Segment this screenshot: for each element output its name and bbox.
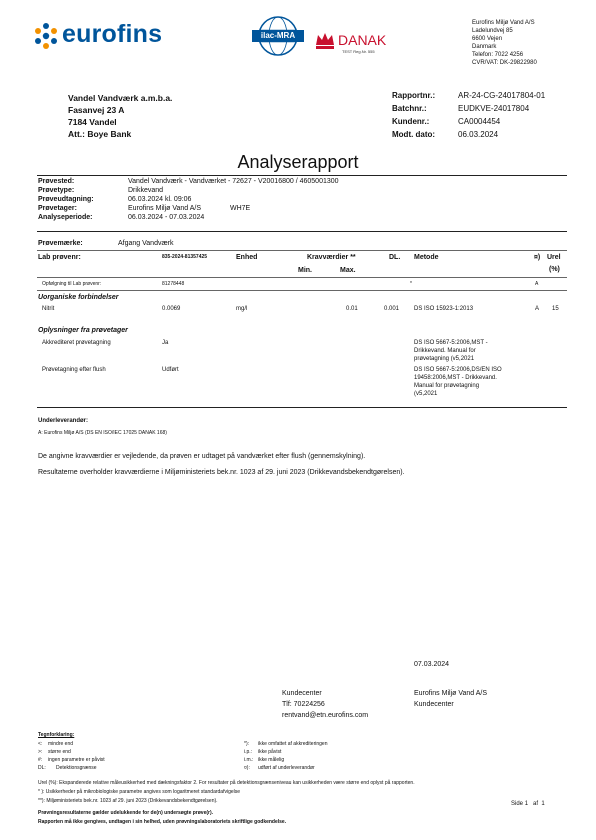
legend-title [38,732,74,739]
th-max: Max. [340,267,356,274]
note-line: **): Miljøministeriets bek.nr. 1023 af 29. juni 2023 (Drikkevandsbekendtgørelsen). [38,798,218,804]
cell-value: Udført [162,367,179,373]
section-inorganic: Uorganiske forbindelser [38,294,119,301]
info-label: Prøvetager: [38,205,77,212]
ilac-text: ilac-MRA [260,31,296,40]
cell-max: 0.01 [346,306,358,312]
recipient-line: 7184 Vandel [68,117,117,127]
sample-info [38,177,339,222]
signature-date: 07.03.2024 [414,661,450,668]
th-unit: Enhed [236,254,258,261]
page-total: 1 [541,801,545,807]
meta-label: Batchnr.: [392,104,427,113]
meta-label: Modt. dato: [392,130,436,139]
legend-key: i.m.: [244,757,254,763]
company-line: Ladelundvej 85 [472,28,513,34]
legend-desc: udført af underleverandør [258,765,315,771]
legend-key: <: [38,741,43,747]
subcontractor-title: Underleverandør: [38,418,89,424]
info-extra: WH7E [230,205,251,212]
method-line: DS ISO 5667-5:2006,MST - [414,340,488,346]
footer-disclaimer [38,809,568,827]
recipient-line: Fasanvej 23 A [68,105,125,115]
mark-label: Prøvemærke: [38,240,83,247]
danak-logo [314,30,404,58]
opf-flag: A [535,281,539,287]
meta-label: Kundenr.: [392,117,430,126]
recipient-address [68,92,172,140]
info-label: Prøvested: [38,178,75,185]
company-line: Telefon: 7022 4256 [472,52,524,58]
cell-method [414,339,488,363]
cell-flag: A [535,306,540,312]
recipient-line: Vandel Vandværk a.m.b.a. [68,93,173,103]
statement-compliance: Resultaterne overholder kravværdierne i Miljøministeriets bek.nr. 1023 af 29. juni 2023 (Drikkevandsbekendtgørelsen). [38,469,405,476]
th-dl: DL. [389,254,401,261]
recipient-line: Att.: Boye Bank [68,129,132,139]
cell-urel: 15 [552,306,559,312]
cell-name: Prøvetagning efter flush [42,367,106,373]
info-value: 06.03.2024 - 07.03.2024 [128,214,205,221]
crown-icon [314,30,336,50]
company-line: Eurofins Miljø Vand A/S [472,20,535,26]
method-line: Manual for prøvetagning [414,383,480,389]
contact-line: Kundecenter [282,690,322,697]
legend-key: DL: [38,765,46,771]
report-title: Analyserapport [237,152,359,172]
info-value: Drikkevand [128,187,164,194]
legend-desc: ikke påvist [258,749,282,755]
cell-value: 0.0069 [162,306,181,312]
section-sampler-info: Oplysninger fra prøvetager [38,327,128,334]
legend-desc: ikke målelig [258,757,285,763]
cell-name: Nitrit [42,306,55,312]
legend-key: >: [38,749,43,755]
legend-key: #: [38,757,43,763]
legend-desc: større end [48,749,71,755]
cell-name: Akkrediteret prøvetagning [42,340,111,346]
company-address [472,19,592,67]
row-flush-sampling [0,366,596,400]
eurofins-logo [32,20,172,52]
legend-key: i.p.: [244,749,253,755]
page-label: Side [511,801,524,807]
info-label: Prøvetype: [38,187,75,194]
company-line: 6600 Vejen [472,36,503,42]
cell-dl: 0.001 [384,306,400,312]
sample-mark [38,239,174,248]
info-value: Vandel Vandværk - Vandværket - 72627 - V20016800 / 4605001300 [128,178,339,185]
opf-star: * [410,281,412,287]
method-line: prøvetagning (v5,2021 [414,356,475,362]
page-of: af [533,801,539,807]
info-value: Eurofins Miljø Vand A/S [128,205,202,212]
method-line: (v5,2021 [414,391,438,397]
cell-unit: mg/l [236,306,248,312]
th-min: Min. [298,267,312,274]
contact-right [414,688,487,710]
eurofins-dots-icon [32,22,60,50]
contact-line: Tlf: 70224256 [282,701,325,708]
th-urel: Urel [547,254,561,261]
note-line: Urel (%): Ekspanderede relative måleusikkerhed med dækningsfaktor 2. For resultater på detektionsgrænseniveau kan usikkerheden være større end oplyst på rapporten. [38,780,415,786]
legend-desc: mindre end [48,741,74,747]
subcontractor-line: A: Eurofins Miljø A/S (DS EN ISO/IEC 17025 DANAK 168) [38,430,167,436]
method-line: 19458:2006,MST - Drikkevand. [414,375,497,381]
legend-key: ¤): [244,765,250,771]
info-label: Prøveudtagning: [38,196,94,203]
ilac-mra-logo [250,14,306,58]
contact-left [282,688,368,721]
th-urel-pct: (%) [549,266,560,273]
meta-value: CA0004454 [458,117,501,126]
meta-value: 06.03.2024 [458,130,499,139]
legend-desc: ikke omfattet af akkrediteringen [258,741,328,747]
page-number [511,800,545,808]
row-nitrit [0,305,596,313]
th-method: Metode [414,254,439,261]
legend-desc: ingen parametre er påvist [48,757,105,763]
contact-email[interactable]: rentvand@etn.eurofins.com [282,712,369,719]
legend-left [38,740,105,772]
danak-sub: TEST Reg.Nr. 555 [342,49,375,54]
meta-label: Rapportnr.: [392,91,436,100]
company-line: Danmark [472,44,497,50]
cell-method: DS ISO 15923-1:2013 [414,306,474,312]
legend-desc: Detektionsgrænse [56,765,97,771]
footer-line: Rapporten må ikke gengives, undtagen i sin helhed, uden prøvningslaboratoriets skriftlige godkendelse. [38,819,287,825]
opf-label: Opfølgning til Lab prøvenr: [42,281,102,287]
th-flag: ¤) [534,254,541,261]
danak-text: DANAK [338,32,387,48]
report-meta [392,91,545,143]
footer-line: Prøvningsresultaterne gælder udelukkende for de(n) undersøgte prøve(r). [38,810,214,816]
row-accredited-sampling [0,339,596,363]
contact-line: Eurofins Miljø Vand A/S [414,690,488,697]
statement-guidance: De angivne kravværdier er vejledende, da prøven er udtaget på vandværket efter flush (gennemskylning). [38,453,366,460]
th-req: Kravværdier ** [307,254,356,261]
notes [38,779,568,806]
th-labval-text: 835-2024-81357425 [162,254,208,260]
legend-right [244,740,327,772]
opf-value: 81278448 [162,281,185,287]
page-current: 1 [524,801,529,807]
contact-line: Kundecenter [414,701,454,708]
method-line: Drikkevand. Manual for [414,348,476,354]
legend-key: *): [244,741,249,747]
meta-value: AR-24-CG-24017804-01 [458,91,546,100]
th-labval [162,254,212,261]
note-line: * ): Usikkerheder på mikrobiologiske parametre angives som logaritmeret standardafvigelse [38,789,241,795]
cell-method [414,366,502,398]
cell-value: Ja [162,340,169,346]
logo-text: eurofins [62,20,163,48]
method-line: DS ISO 5667-5:2006,DS/EN ISO [414,367,502,373]
th-labnr: Lab prøvenr: [38,254,81,261]
legend-title-text: Tegnforklaring: [38,732,75,738]
meta-value: EUDKVE-24017804 [458,104,530,113]
mark-value: Afgang Vandværk [118,240,174,247]
company-line: CVR/VAT: DK-29822980 [472,60,537,66]
info-value: 06.03.2024 kl. 09:06 [128,196,192,203]
info-label: Analyseperiode: [38,214,93,221]
